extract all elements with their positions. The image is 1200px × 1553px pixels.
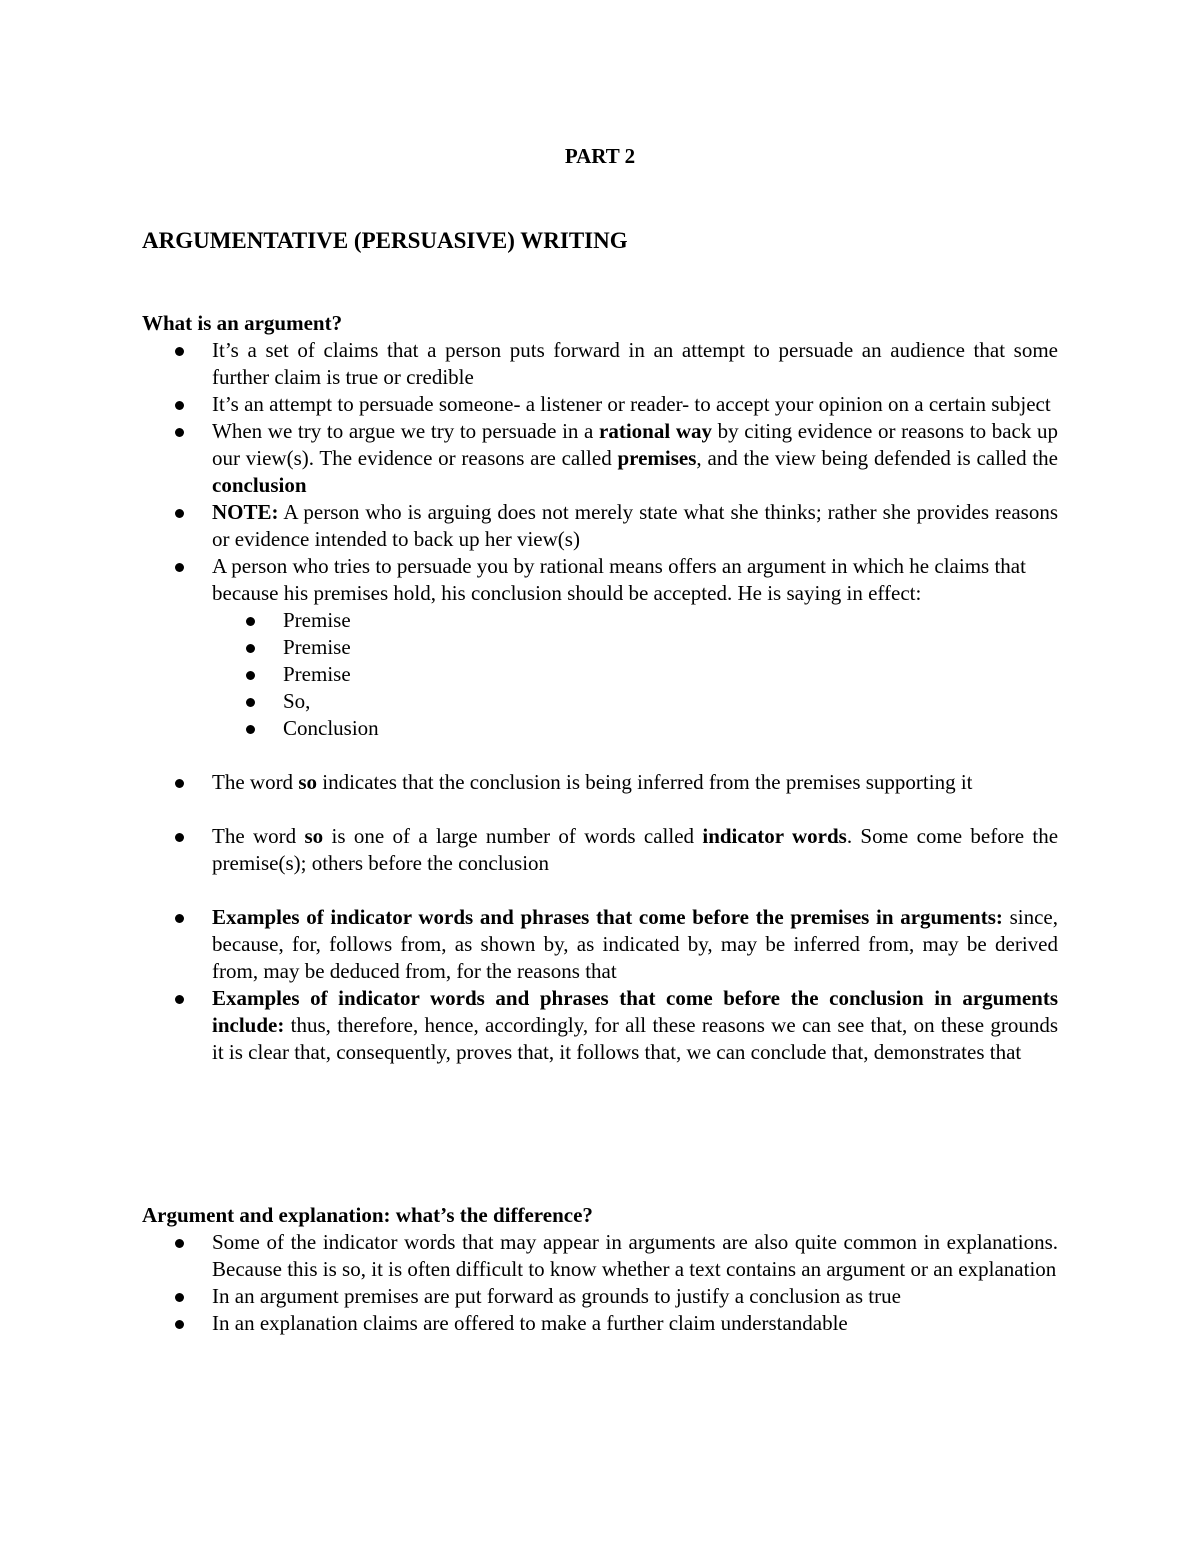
section-heading-argument: What is an argument? [142, 311, 343, 335]
list-item: Some of the indicator words that may appear in arguments are also quite common in explanations. Because this is so, it is often difficult to know whether a text contains an argument or an explanation [142, 1229, 1058, 1283]
list-item: Examples of indicator words and phrases that come before the conclusion in arguments include: thus, therefore, hence, accordingly, for all these reasons we can see that, on these grounds it is clear that, consequently, proves that, it follows that, we can conclude that, demonstrates that [142, 985, 1058, 1066]
section-heading-difference: Argument and explanation: what’s the difference? [142, 1203, 593, 1227]
sublist-item: So, [212, 688, 1058, 715]
document-title: ARGUMENTATIVE (PERSUASIVE) WRITING [142, 228, 628, 253]
list-item: The word so indicates that the conclusion is being inferred from the premises supporting it [142, 769, 1058, 796]
part-label: PART 2 [564, 144, 636, 168]
list-item: When we try to argue we try to persuade in a rational way by citing evidence or reasons to back up our view(s). The evidence or reasons are called premises, and the view being defended is called the conclusion [142, 418, 1058, 499]
sublist-item: Premise [212, 661, 1058, 688]
difference-bullet-list [142, 1229, 1058, 1337]
premise-sublist [212, 607, 1058, 742]
list-item: The word so is one of a large number of words called indicator words. Some come before the premise(s); others before the conclusion [142, 823, 1058, 877]
sublist-item: Conclusion [212, 715, 1058, 742]
list-item: It’s an attempt to persuade someone- a listener or reader- to accept your opinion on a certain subject [142, 391, 1058, 418]
list-item: NOTE: A person who is arguing does not merely state what she thinks; rather she provides reasons or evidence intended to back up her view(s) [142, 499, 1058, 553]
list-item: In an argument premises are put forward as grounds to justify a conclusion as true [142, 1283, 1058, 1310]
list-item: Examples of indicator words and phrases that come before the premises in arguments: since, because, for, follows from, as shown by, as indicated by, may be inferred from, may be derived from, may be deduced from, for the reasons that [142, 904, 1058, 985]
sublist-item: Premise [212, 607, 1058, 634]
list-item: A person who tries to persuade you by rational means offers an argument in which he claims that because his premises hold, his conclusion should be accepted. He is saying in effect: Premise Premise Premise So, Conclusion [142, 553, 1058, 742]
list-item: It’s a set of claims that a person puts forward in an attempt to persuade an audience that some further claim is true or credible [142, 337, 1058, 391]
sublist-item: Premise [212, 634, 1058, 661]
list-item: In an explanation claims are offered to make a further claim understandable [142, 1310, 1058, 1337]
argument-bullet-list [142, 337, 1058, 1066]
